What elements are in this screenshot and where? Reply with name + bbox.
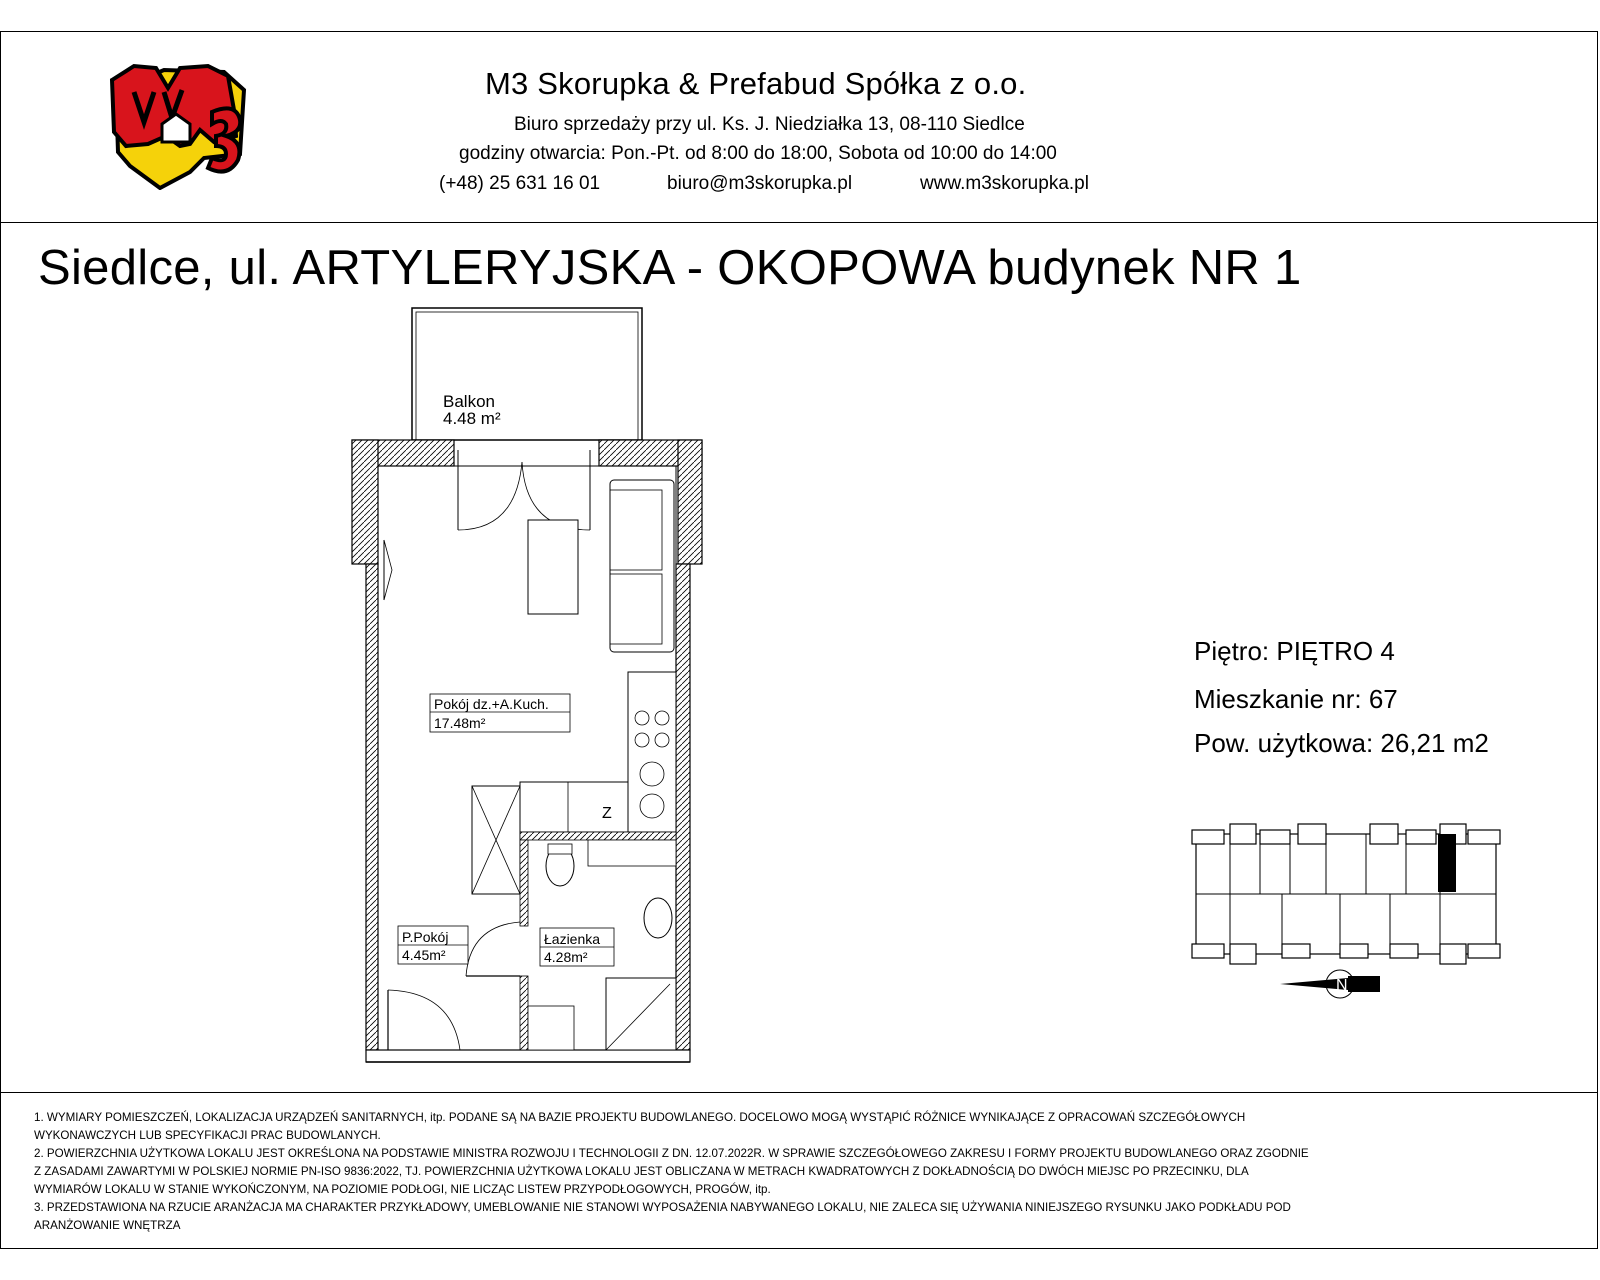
note-line: WYKONAWCZYCH LUB SPECYFIKACJI PRAC BUDOWLANYCH. xyxy=(34,1129,381,1142)
floor-info: Piętro: PIĘTRO 4 xyxy=(1194,636,1395,666)
page-title: Siedlce, ul. ARTYLERYJSKA - OKOPOWA budynek NR 1 xyxy=(38,241,1302,295)
apartment-location-marker xyxy=(1438,834,1456,892)
note-line: 2. POWIERZCHNIA UŻYTKOWA LOKALU JEST OKREŚLONA NA PODSTAWIE MINISTRA ROZWOJU I TECHNOLOGII Z DN. 12.07.2022R. W SPRAWIE SZCZEGÓŁOWEGO ZAKRESU I FORMY PROJEKTU BUDOWLANEGO ORAZ ZGODNIE xyxy=(34,1147,1309,1160)
apartment-number: Mieszkanie nr: 67 xyxy=(1194,684,1398,714)
opening-hours: godziny otwarcia: Pon.-Pt. od 8:00 do 18:00, Sobota od 10:00 do 14:00 xyxy=(459,143,1057,164)
main-room-area: 17.48m² xyxy=(434,715,486,731)
header-divider xyxy=(0,222,1598,223)
note-line: ARANŻOWANIE WNĘTRZA xyxy=(34,1219,181,1232)
note-line: WYMIARÓW LOKALU W STANIE WYKOŃCZONYM, NA POZIOMIE PODŁOGI, NIE LICZĄC LISTEW PRZYPODŁOGOWYCH, PROGÓW, itp. xyxy=(34,1183,771,1196)
company-logo xyxy=(104,62,264,190)
small-room-label: P.Pokój xyxy=(402,929,449,945)
website-address: www.m3skorupka.pl xyxy=(920,173,1089,194)
usable-area: Pow. użytkowa: 26,21 m2 xyxy=(1194,728,1489,758)
note-line: Z ZASADAMI ZAWARTYMI W POLSKIEJ NORMIE PN-ISO 9836:2022, TJ. POWIERZCHNIA UŻYTKOWA LOKALU JEST OBLICZANA W METRACH KWADRATOWYCH Z DOKŁADNOŚCIĄ DO DWÓCH MIEJSC PO PRZECINKU, DLA xyxy=(34,1165,1249,1178)
disclaimer-notes xyxy=(34,1109,1554,1235)
building-key-plan xyxy=(1190,820,1510,1000)
fridge-mark: Z xyxy=(602,805,612,822)
bathroom-label: Łazienka xyxy=(544,931,601,947)
small-room-area: 4.45m² xyxy=(402,947,446,963)
email-address: biuro@m3skorupka.pl xyxy=(667,173,853,194)
note-line: 1. WYMIARY POMIESZCZEŃ, LOKALIZACJA URZĄDZEŃ SANITARNYCH, itp. PODANE SĄ NA BAZIE PROJEKTU BUDOWLANEGO. DOCELOWO MOGĄ WYSTĄPIĆ RÓŻNICE WYNIKAJĄCE Z OPRACOWAŃ SZCZEGÓŁOWYCH xyxy=(34,1111,1246,1124)
apartment-floor-plan xyxy=(340,300,720,1080)
sales-office-address: Biuro sprzedaży przy ul. Ks. J. Niedziałka 13, 08-110 Siedlce xyxy=(514,114,1025,135)
balcony-area: 4.48 m² xyxy=(443,409,501,428)
company-name: M3 Skorupka & Prefabud Spółka z o.o. xyxy=(485,66,1027,101)
main-room-label: Pokój dz.+A.Kuch. xyxy=(434,696,549,712)
phone-number: (+48) 25 631 16 01 xyxy=(439,173,601,194)
compass-letter: N xyxy=(1336,977,1348,994)
note-line: 3. PRZEDSTAWIONA NA RZUCIE ARANŻACJA MA CHARAKTER PRZYKŁADOWY, UMEBLOWANIE NIE STANOWI WYPOSAŻENIA NABYWANEGO LOKALU, NIE ZALECA SIĘ UŻYWANIA NINIEJSZEGO RYSUNKU JAKO PODKŁADU POD xyxy=(34,1201,1291,1214)
balcony-label: Balkon xyxy=(443,392,495,411)
bathroom-area: 4.28m² xyxy=(544,949,588,965)
notes-divider xyxy=(0,1092,1598,1093)
